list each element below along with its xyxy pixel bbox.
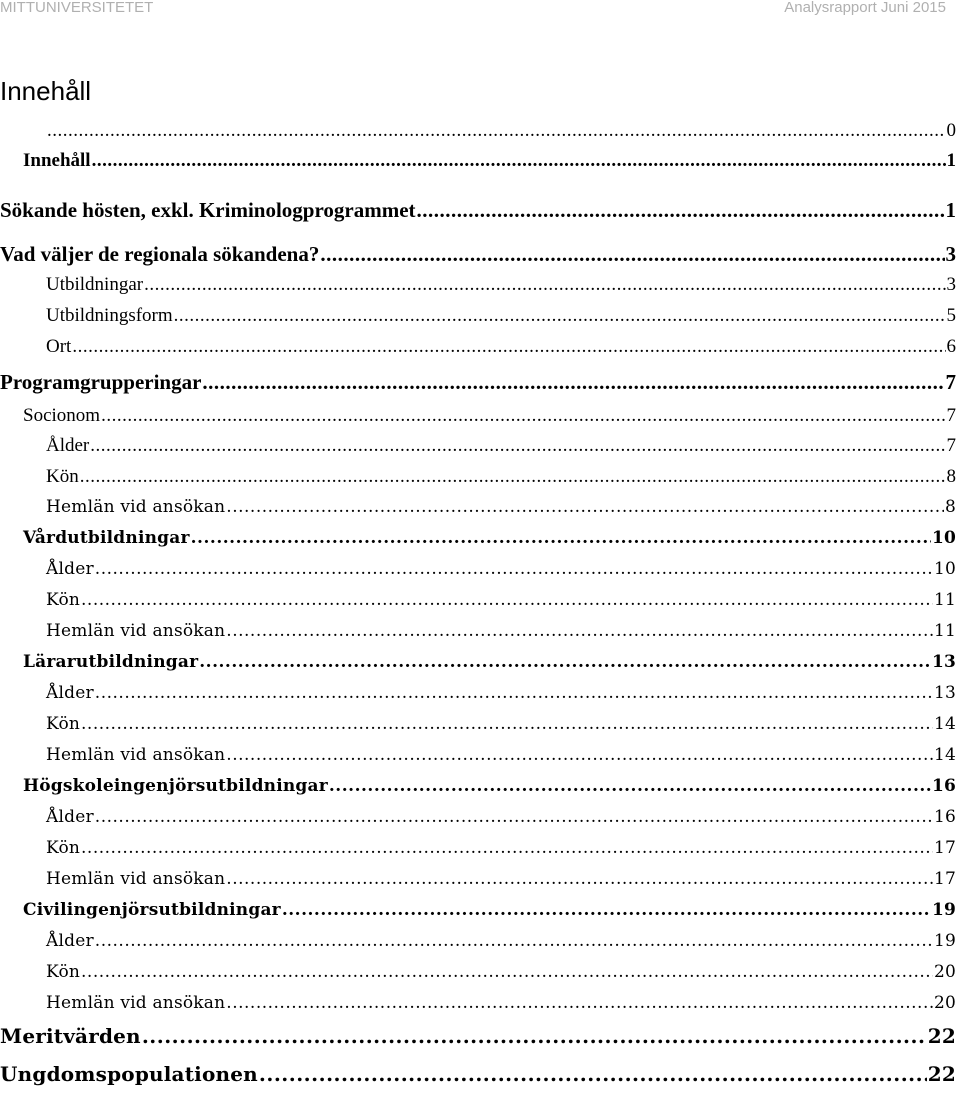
toc-entry-page-number: 8 xyxy=(946,466,956,487)
toc-entry-page-number: 1 xyxy=(946,150,956,171)
toc-dot-leader xyxy=(226,497,944,517)
toc-entry-page-number: 17 xyxy=(933,838,956,858)
toc-dot-leader xyxy=(81,838,933,858)
toc-entry[interactable] xyxy=(0,150,956,172)
toc-entry-label: Ungdomspopulationen xyxy=(0,1062,258,1086)
toc-dot-leader xyxy=(90,435,945,457)
toc-entry[interactable] xyxy=(0,405,956,427)
toc-entry-page-number: 22 xyxy=(927,1024,956,1048)
toc-entry[interactable] xyxy=(0,900,956,920)
toc-entry-page-number: 1 xyxy=(945,198,956,222)
toc-entry-page-number: 0 xyxy=(946,120,956,141)
toc-dot-leader xyxy=(92,150,946,172)
toc-dot-leader xyxy=(81,962,933,982)
toc-dot-leader xyxy=(174,305,946,327)
toc-entry-page-number: 3 xyxy=(945,242,956,266)
toc-entry-page-number: 20 xyxy=(933,962,956,982)
toc-entry[interactable] xyxy=(0,776,956,796)
toc-entry-page-number: 10 xyxy=(933,559,956,579)
toc-dot-leader xyxy=(80,466,946,488)
toc-entry-page-number: 13 xyxy=(931,652,956,672)
toc-entry-page-number: 16 xyxy=(933,807,956,827)
toc-entry-page-number: 8 xyxy=(944,497,956,517)
toc-entry-label: Socionom xyxy=(23,405,101,426)
toc-entry[interactable] xyxy=(0,621,956,641)
toc-entry-page-number: 19 xyxy=(931,900,956,920)
toc-entry-page-number: 22 xyxy=(927,1062,956,1086)
toc-entry[interactable] xyxy=(0,714,956,734)
toc-entry-page-number: 6 xyxy=(946,336,956,357)
toc-entry-label: Utbildningsform xyxy=(46,305,173,326)
toc-entry-page-number: 14 xyxy=(933,714,956,734)
toc-dot-leader xyxy=(81,714,933,734)
toc-entry[interactable] xyxy=(0,305,956,327)
toc-entry[interactable] xyxy=(0,1024,956,1048)
toc-entry-label: Ålder xyxy=(46,931,94,951)
toc-entry[interactable] xyxy=(0,931,956,951)
toc-entry-page-number: 7 xyxy=(945,370,956,394)
toc-dot-leader xyxy=(282,900,931,920)
toc-entry-page-number: 10 xyxy=(931,528,956,548)
toc-entry-label: Kön xyxy=(46,714,81,734)
toc-dot-leader xyxy=(142,1024,927,1048)
toc-entry[interactable] xyxy=(0,528,956,548)
toc-entry[interactable] xyxy=(0,198,956,223)
toc-entry-label: Högskoleingenjörsutbildningar xyxy=(23,776,328,796)
toc-entry-page-number: 5 xyxy=(946,305,956,326)
toc-entry-page-number: 3 xyxy=(946,274,956,295)
toc-entry-page-number: 7 xyxy=(946,435,956,456)
toc-entry[interactable] xyxy=(0,962,956,982)
toc-entry[interactable] xyxy=(0,370,956,395)
toc-dot-leader xyxy=(95,931,933,951)
toc-entry-label: Lärarutbildningar xyxy=(23,652,199,672)
toc-entry[interactable] xyxy=(0,120,956,142)
toc-entry-label: Vårdutbildningar xyxy=(23,528,190,548)
header-organization: MITTUNIVERSITETET xyxy=(0,0,154,16)
toc-dot-leader xyxy=(226,869,933,889)
toc-entry-page-number: 20 xyxy=(933,993,956,1013)
toc-entry-label: Programgrupperingar xyxy=(0,370,202,394)
toc-dot-leader xyxy=(226,621,933,641)
toc-entry-label: Ålder xyxy=(46,807,94,827)
toc-entry-label: Ålder xyxy=(46,559,94,579)
toc-entry-page-number: 11 xyxy=(933,590,956,610)
toc-dot-leader xyxy=(72,336,945,358)
toc-entry-label: Sökande hösten, exkl. Kriminologprogrammet xyxy=(0,198,416,222)
toc-entry-label: Hemlän vid ansökan xyxy=(46,993,226,1013)
toc-entry[interactable] xyxy=(0,274,956,296)
toc-entry-label: Ålder xyxy=(46,435,90,456)
toc-entry[interactable] xyxy=(0,435,956,457)
toc-entry[interactable] xyxy=(0,242,956,267)
toc-dot-leader xyxy=(144,274,945,296)
toc-entry[interactable] xyxy=(0,993,956,1013)
toc-entry[interactable] xyxy=(0,838,956,858)
toc-dot-leader xyxy=(101,405,945,427)
toc-entry[interactable] xyxy=(0,807,956,827)
toc-entry-page-number: 16 xyxy=(931,776,956,796)
toc-dot-leader xyxy=(47,120,946,142)
toc-entry-label: Kön xyxy=(46,838,81,858)
toc-entry-label: Kön xyxy=(46,962,81,982)
toc-entry-label: Kön xyxy=(46,590,81,610)
toc-entry-page-number: 11 xyxy=(933,621,956,641)
toc-entry-label: Hemlän vid ansökan xyxy=(46,745,226,765)
toc-entry-label: Innehåll xyxy=(23,150,91,171)
toc-entry-label: Ort xyxy=(46,336,72,357)
toc-entry[interactable] xyxy=(0,683,956,703)
toc-dot-leader xyxy=(95,683,933,703)
toc-entry-label: Hemlän vid ansökan xyxy=(46,621,226,641)
toc-entry-page-number: 7 xyxy=(946,405,956,426)
toc-dot-leader xyxy=(329,776,931,796)
toc-dot-leader xyxy=(199,652,931,672)
header-report-date: Analysrapport Juni 2015 xyxy=(784,0,946,16)
toc-entry-label: Vad väljer de regionala sökandena? xyxy=(0,242,320,266)
toc-entry[interactable] xyxy=(0,559,956,579)
toc-title: Innehåll xyxy=(0,76,92,106)
toc-dot-leader xyxy=(95,807,933,827)
toc-dot-leader xyxy=(95,559,933,579)
toc-entry[interactable] xyxy=(0,869,956,889)
toc-dot-leader xyxy=(259,1062,927,1086)
toc-entry-page-number: 13 xyxy=(933,683,956,703)
toc-entry[interactable] xyxy=(0,466,956,488)
toc-entry-label: Hemlän vid ansökan xyxy=(46,497,226,517)
toc-dot-leader xyxy=(81,590,933,610)
toc-entry-label: Hemlän vid ansökan xyxy=(46,869,226,889)
toc-entry[interactable] xyxy=(0,1062,956,1086)
toc-entry-label: Ålder xyxy=(46,683,94,703)
toc-entry[interactable] xyxy=(0,652,956,672)
toc-dot-leader xyxy=(320,242,944,267)
toc-dot-leader xyxy=(226,745,933,765)
toc-entry[interactable] xyxy=(0,590,956,610)
page-header xyxy=(0,0,960,20)
toc-dot-leader xyxy=(202,370,944,395)
toc-entry[interactable] xyxy=(0,497,956,517)
toc-dot-leader xyxy=(417,198,945,223)
toc-entry-page-number: 19 xyxy=(933,931,956,951)
toc-entry-page-number: 14 xyxy=(933,745,956,765)
toc-entry-label: Kön xyxy=(46,466,79,487)
toc-entry[interactable] xyxy=(0,336,956,358)
toc-entry-label: Meritvärden xyxy=(0,1024,141,1048)
toc-entry-page-number: 17 xyxy=(933,869,956,889)
toc-dot-leader xyxy=(191,528,931,548)
toc-entry[interactable] xyxy=(0,745,956,765)
toc-dot-leader xyxy=(226,993,933,1013)
toc-entry-label: Civilingenjörsutbildningar xyxy=(23,900,281,920)
toc-entry-label: Utbildningar xyxy=(46,274,144,295)
